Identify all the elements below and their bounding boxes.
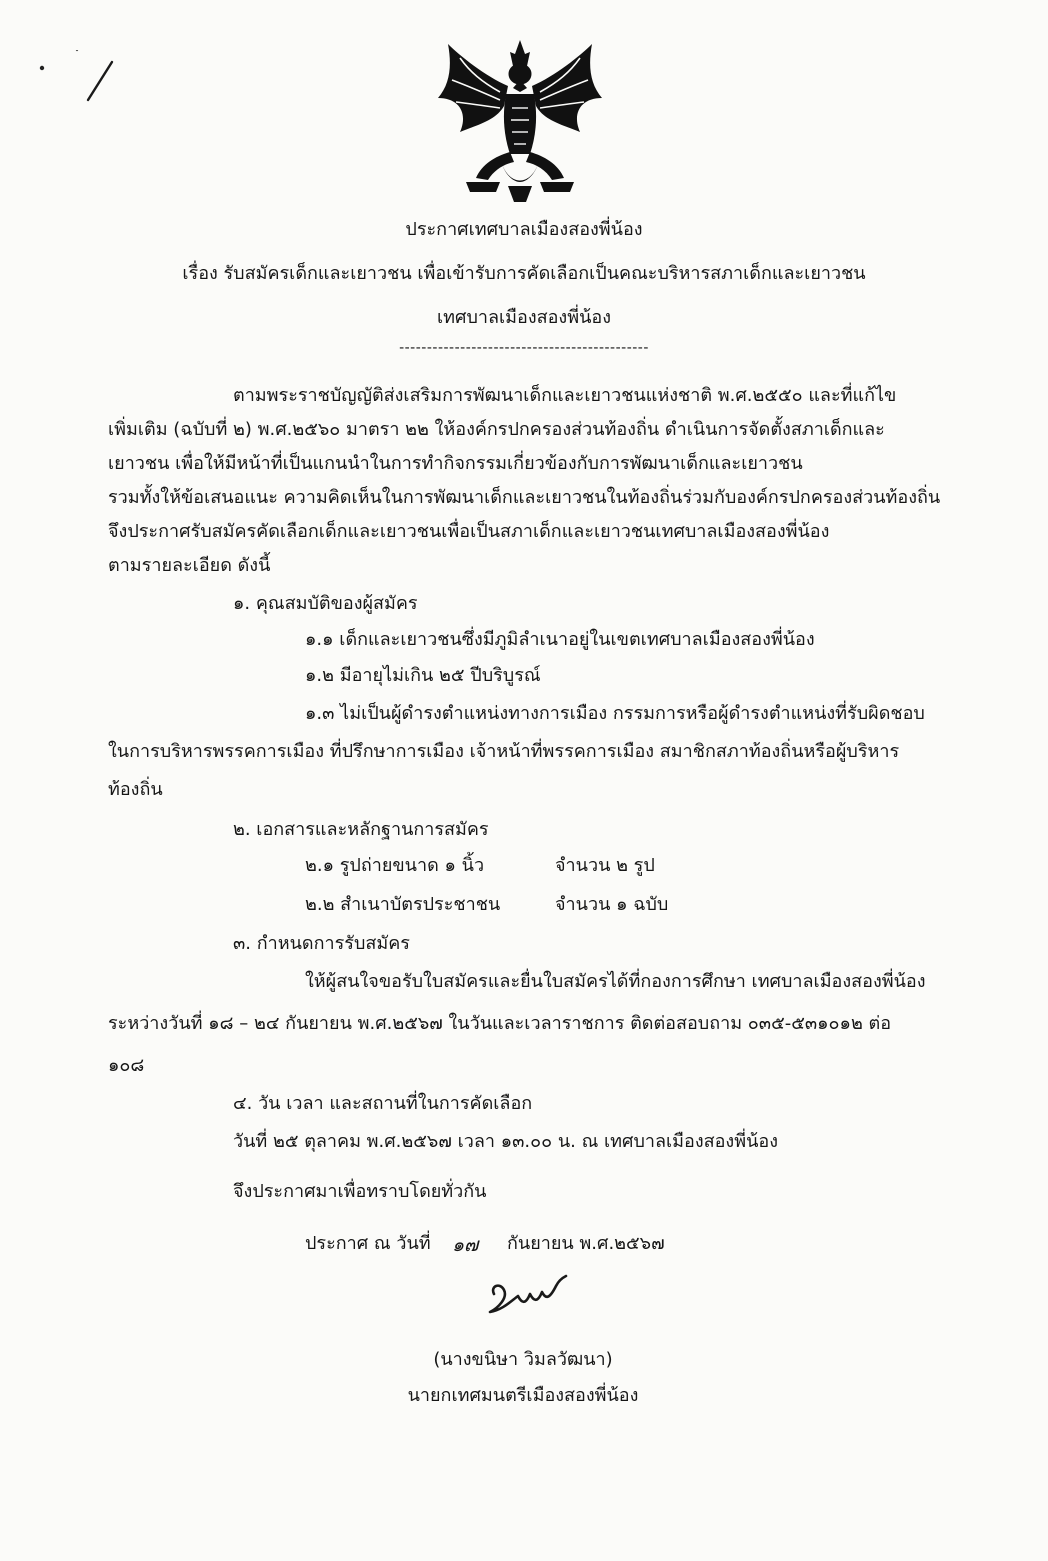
section-1-item-3-line-2: ในการบริหารพรรคการเมือง ที่ปรึกษาการเมือง เจ้าหน้าที่พรรคการเมือง สมาชิกสภาท้องถิ่นหรือผู้บริหาร [108,741,900,762]
closing-statement: จึงประกาศมาเพื่อทราบโดยทั่วกัน [233,1181,487,1202]
section-3-line-1: ให้ผู้สนใจขอรับใบสมัครและยื่นใบสมัครได้ที่กองการศึกษา เทศบาลเมืองสองพี่น้อง [305,971,926,992]
section-1-item-2: ๑.๒ มีอายุไม่เกิน ๒๕ ปีบริบูรณ์ [305,665,541,686]
announcement-title: ประกาศเทศบาลเมืองสองพี่น้อง [405,219,643,240]
section-2-item-2-label: ๒.๒ สำเนาบัตรประชาชน [305,894,501,915]
announcement-subject: เรื่อง รับสมัครเด็กและเยาวชน เพื่อเข้ารับการคัดเลือกเป็นคณะบริหารสภาเด็กและเยาวชน [182,263,866,284]
section-2-item-1-qty: จำนวน ๒ รูป [555,855,655,876]
section-3-heading: ๓. กำหนดการรับสมัคร [233,933,410,954]
announce-date-prefix: ประกาศ ณ วันที่ [305,1233,431,1254]
signer-name: (นางขนิษา วิมลวัฒนา) [433,1349,613,1370]
garuda-emblem-icon [430,36,610,206]
section-2-item-1-label: ๒.๑ รูปถ่ายขนาด ๑ นิ้ว [305,855,485,876]
section-4-detail: วันที่ ๒๕ ตุลาคม พ.ศ.๒๕๖๗ เวลา ๑๓.๐๐ น. ณ เทศบาลเมืองสองพี่น้อง [233,1131,778,1152]
section-2-heading: ๒. เอกสารและหลักฐานการสมัคร [233,819,489,840]
section-1-item-3-line-1: ๑.๓ ไม่เป็นผู้ดำรงตำแหน่งทางการเมือง กรรมการหรือผู้ดำรงตำแหน่งที่รับผิดชอบ [305,703,925,724]
section-1-item-1: ๑.๑ เด็กและเยาวชนซึ่งมีภูมิลำเนาอยู่ในเขตเทศบาลเมืองสองพี่น้อง [305,629,815,650]
section-3-line-2: ระหว่างวันที่ ๑๘ – ๒๔ กันยายน พ.ศ.๒๕๖๗ ในวันและเวลาราชการ ติดต่อสอบถาม ๐๓๕-๕๓๑๐๑๒ ต่อ [108,1013,892,1034]
intro-line-2: เพิ่มเติม (ฉบับที่ ๒) พ.ศ.๒๕๖๐ มาตรา ๒๒ ให้องค์กรปกครองส่วนท้องถิ่น ดำเนินการจัดตั้งสภาเด็กและ [108,419,885,440]
intro-line-4: รวมทั้งให้ข้อเสนอแนะ ความคิดเห็นในการพัฒนาเด็กและเยาวชนในท้องถิ่นร่วมกับองค์กรปกครองส่วนท้องถิ่น [108,487,941,508]
intro-line-3: เยาวชน เพื่อให้มีหน้าที่เป็นแกนนำในการทำกิจกรรมเกี่ยวข้องกับการพัฒนาเด็กและเยาวชน [108,453,803,474]
announce-date-day: ๑๗ [452,1234,479,1256]
section-1-item-3-line-3: ท้องถิ่น [108,779,163,800]
section-4-heading: ๔. วัน เวลา และสถานที่ในการคัดเลือก [233,1093,533,1114]
handwritten-slash-mark [30,50,130,110]
separator-line: --------------------------------------------- [399,340,649,356]
section-3-line-3: ๑๐๘ [108,1055,145,1076]
announcement-organization: เทศบาลเมืองสองพี่น้อง [437,307,611,328]
handwritten-signature [480,1272,580,1320]
signer-title: นายกเทศมนตรีเมืองสองพี่น้อง [407,1385,639,1406]
section-2-item-2-qty: จำนวน ๑ ฉบับ [555,894,669,915]
intro-line-6: ตามรายละเอียด ดังนี้ [108,555,271,576]
section-1-heading: ๑. คุณสมบัติของผู้สมัคร [233,593,418,614]
intro-line-1: ตามพระราชบัญญัติส่งเสริมการพัฒนาเด็กและเยาวชนแห่งชาติ พ.ศ.๒๕๕๐ และที่แก้ไข [233,385,897,406]
intro-line-5: จึงประกาศรับสมัครคัดเลือกเด็กและเยาวชนเพื่อเป็นสภาเด็กและเยาวชนเทศบาลเมืองสองพี่น้อง [108,521,830,542]
announce-date-month-year: กันยายน พ.ศ.๒๕๖๗ [507,1233,665,1254]
